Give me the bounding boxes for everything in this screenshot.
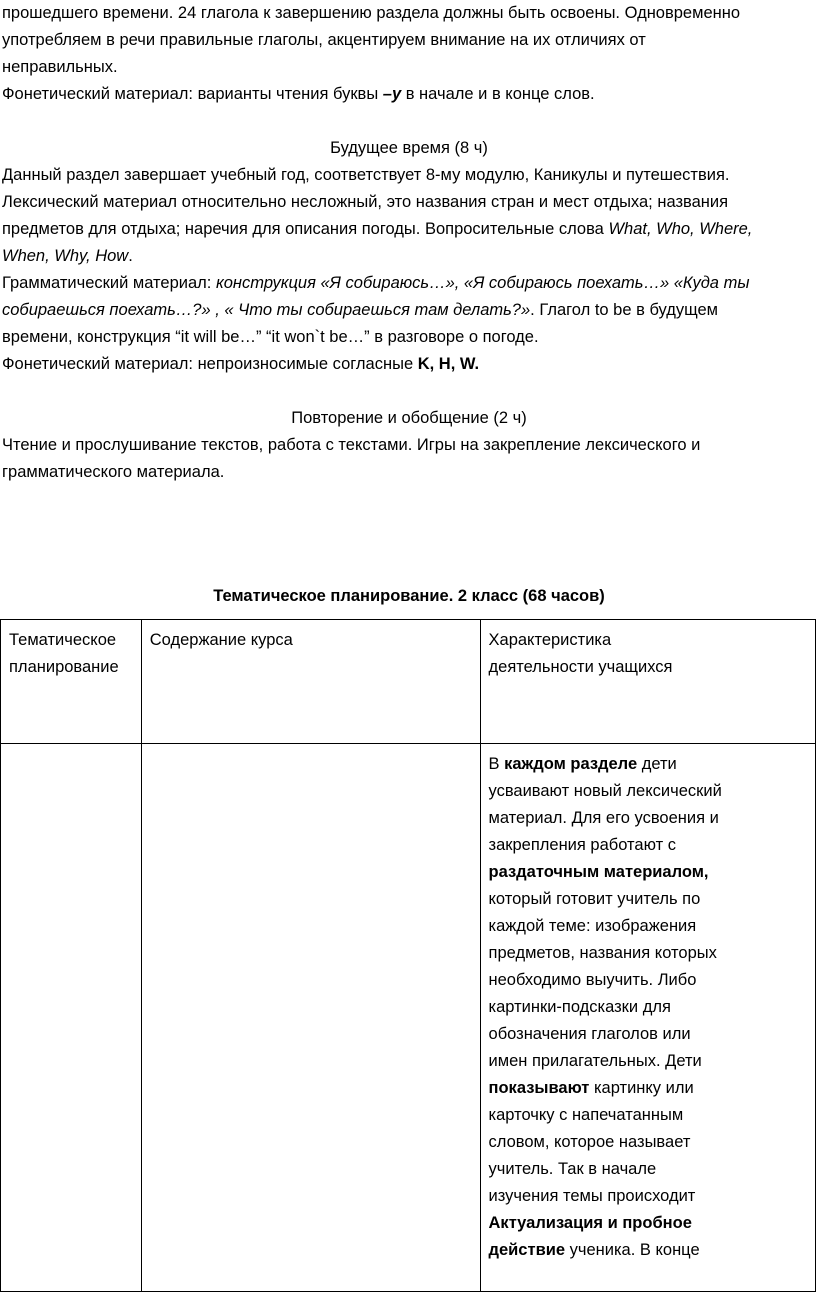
text-line: необходимо выучить. Либо bbox=[488, 971, 697, 989]
header-text: Содержание курса bbox=[149, 631, 293, 649]
silent-consonants: K, H, W. bbox=[417, 355, 480, 373]
text-line: прошедшего времени. 24 глагола к завершению раздела должны быть освоены. Одновременно bbox=[2, 4, 741, 22]
grammar-constructions: конструкция «Я собираюсь…», «Я собираюсь поехать…» «Куда ты bbox=[215, 274, 750, 292]
grammar-label: Грамматический материал: bbox=[2, 274, 216, 292]
text-line: каждой теме: изображения bbox=[488, 917, 697, 935]
plan-title: Тематическое планирование. 2 класс (68 часов) bbox=[213, 587, 605, 605]
text-fragment: дети bbox=[637, 755, 677, 773]
table-cell-theme bbox=[1, 744, 142, 1292]
text-line bbox=[489, 751, 807, 778]
text-line: Чтение и прослушивание текстов, работа с текстами. Игры на закрепление лексического и bbox=[2, 436, 701, 454]
question-words: When, Why, How bbox=[2, 247, 129, 265]
text-fragment: . bbox=[128, 247, 133, 265]
text-line: времени, конструкция “it will be…” “it won`t be…” в разговоре о погоде. bbox=[2, 328, 539, 346]
text-line bbox=[2, 216, 816, 243]
phonetic-label: Фонетический материал: непроизносимые согласные bbox=[2, 355, 418, 373]
table-cell-content bbox=[141, 744, 480, 1292]
text-line: неправильных. bbox=[2, 58, 118, 76]
text-line: усваивают новый лексический bbox=[488, 782, 722, 800]
emphasis: показывают bbox=[488, 1079, 590, 1097]
text-line bbox=[2, 243, 816, 270]
header-cell-activity bbox=[480, 620, 815, 744]
section-title: Будущее время (8 ч) bbox=[330, 139, 488, 157]
emphasis: Актуализация и пробное bbox=[488, 1214, 692, 1232]
text-line: материал. Для его усвоения и bbox=[488, 809, 719, 827]
text-fragment: ученика. В конце bbox=[565, 1241, 700, 1259]
text-line: имен прилагательных. Дети bbox=[488, 1052, 702, 1070]
text-line: закрепления работают с bbox=[488, 836, 676, 854]
text-line: Данный раздел завершает учебный год, соответствует 8-му модулю, Каникулы и путешествия. bbox=[2, 166, 730, 184]
text-line: употребляем в речи правильные глаголы, акцентируем внимание на их отличиях от bbox=[2, 31, 646, 49]
header-text: Характеристика bbox=[488, 631, 612, 649]
text-fragment: В bbox=[488, 755, 505, 773]
text-fragment: картинку или bbox=[589, 1079, 694, 1097]
emphasis: каждом разделе bbox=[504, 755, 638, 773]
question-words: What, Who, Where, bbox=[608, 220, 753, 238]
past-tense-paragraph bbox=[0, 0, 816, 108]
text-line: картинки-подсказки для bbox=[488, 998, 671, 1016]
text-line bbox=[489, 1075, 807, 1102]
text-line: обозначения глаголов или bbox=[488, 1025, 691, 1043]
header-text: Тематическое bbox=[9, 631, 117, 649]
text-fragment: предметов для отдыха; наречия для описания погоды. Вопросительные слова bbox=[2, 220, 609, 238]
phonetic-line bbox=[2, 351, 816, 378]
table-header-row bbox=[1, 620, 816, 744]
header-cell-theme bbox=[1, 620, 142, 744]
grammar-line bbox=[2, 270, 816, 297]
text-line: грамматического материала. bbox=[2, 463, 225, 481]
text-line: который готовит учитель по bbox=[488, 890, 701, 908]
phonetic-label: Фонетический материал: варианты чтения буквы bbox=[2, 85, 383, 103]
text-fragment: . Глагол to be в будущем bbox=[530, 301, 719, 319]
table-row bbox=[1, 744, 816, 1292]
text-line: Лексический материал относительно несложный, это названия стран и мест отдыха; названия bbox=[2, 193, 729, 211]
phonetic-rest: в начале и в конце слов. bbox=[401, 85, 595, 103]
section-title: Повторение и обобщение (2 ч) bbox=[291, 409, 527, 427]
emphasis: раздаточным материалом, bbox=[488, 863, 709, 881]
grammar-line bbox=[2, 297, 816, 324]
review-section bbox=[0, 405, 816, 486]
planning-table bbox=[0, 619, 816, 1292]
text-line: карточку с напечатанным bbox=[488, 1106, 684, 1124]
text-line: словом, которое называет bbox=[488, 1133, 691, 1151]
grammar-constructions: собираешься поехать…?» , « Что ты собираешься там делать?» bbox=[2, 301, 531, 319]
phonetic-letter: –y bbox=[382, 85, 402, 103]
plan-title-block bbox=[0, 583, 816, 610]
table-cell-activity bbox=[480, 744, 815, 1292]
header-text: планирование bbox=[9, 658, 119, 676]
future-tense-section bbox=[0, 135, 816, 378]
header-text: деятельности учащихся bbox=[488, 658, 673, 676]
phonetic-line bbox=[2, 81, 816, 108]
text-line: изучения темы происходит bbox=[488, 1187, 696, 1205]
emphasis: действие bbox=[488, 1241, 566, 1259]
text-line: учитель. Так в начале bbox=[488, 1160, 657, 1178]
text-line: предметов, названия которых bbox=[488, 944, 717, 962]
header-cell-content bbox=[141, 620, 480, 744]
